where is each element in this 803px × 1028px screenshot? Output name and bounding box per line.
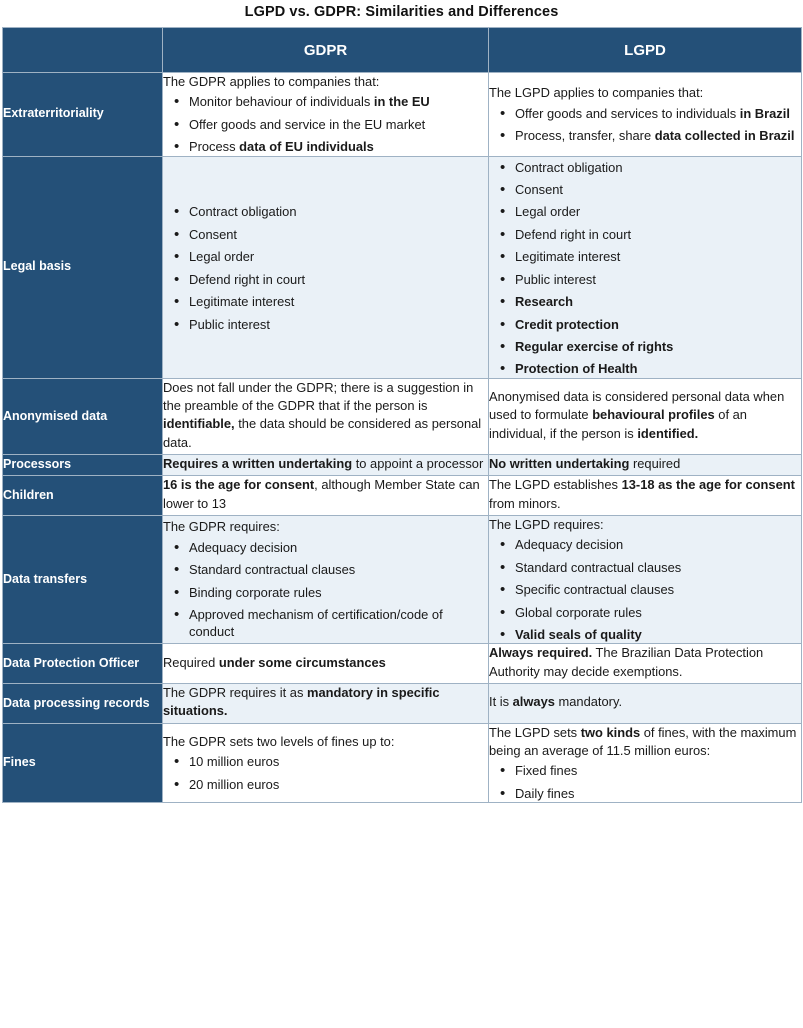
cell-list — [163, 539, 488, 641]
cell-list — [163, 753, 488, 793]
page-title: LGPD vs. GDPR: Similarities and Differences — [244, 4, 559, 20]
list-item: • Credit protection — [515, 316, 801, 333]
cell-lgpd — [489, 156, 802, 378]
list-item: • Contract obligation — [515, 159, 801, 176]
list-item: • Defend right in court — [515, 226, 801, 243]
cell-list — [489, 105, 801, 145]
cell-list — [489, 536, 801, 643]
cell-text: The LGPD requires: — [489, 516, 604, 532]
list-item: • Protection of Health — [515, 360, 801, 377]
cell-lgpd — [489, 684, 802, 724]
list-item: • Regular exercise of rights — [515, 338, 801, 355]
list-item: • 10 million euros — [189, 753, 488, 770]
cell-lgpd — [489, 378, 802, 454]
cell-text: Required under some circumstances — [163, 654, 386, 670]
column-header-blank — [3, 28, 163, 73]
row-label: Children — [3, 476, 163, 516]
row-label: Fines — [3, 723, 163, 802]
row-label: Data processing records — [3, 684, 163, 724]
row-label: Legal basis — [3, 156, 163, 378]
table-row — [3, 515, 802, 643]
cell-text: It is always mandatory. — [489, 694, 623, 710]
row-label: Data transfers — [3, 515, 163, 643]
cell-lgpd — [489, 73, 802, 157]
list-item: • Adequacy decision — [189, 539, 488, 556]
table-header-row — [3, 28, 802, 73]
list-item: • Offer goods and service in the EU market — [189, 116, 488, 133]
cell-text: The GDPR applies to companies that: — [163, 74, 380, 89]
cell-text: The GDPR sets two levels of fines up to: — [163, 733, 395, 749]
list-item: • Legitimate interest — [515, 248, 801, 265]
list-item: • Offer goods and services to individuals in Brazil — [515, 105, 801, 122]
cell-list — [163, 93, 488, 155]
list-item: • Process, transfer, share data collected in Brazil — [515, 127, 801, 144]
cell-list — [489, 159, 801, 378]
table-row — [3, 378, 802, 454]
cell-text: Anonymised data is considered personal data when used to formulate behavioural profiles of an individual, if the person is identified. — [489, 388, 785, 441]
cell-text: The LGPD applies to companies that: — [489, 85, 704, 101]
list-item: • Research — [515, 293, 801, 310]
cell-text: Always required. The Brazilian Data Protection Authority may decide exemptions. — [489, 645, 764, 679]
list-item: • Legal order — [189, 248, 488, 265]
cell-gdpr — [163, 156, 489, 378]
cell-text: The LGPD sets two kinds of fines, with the maximum being an average of 11.5 million euros: — [489, 724, 797, 758]
list-item: • Public interest — [189, 316, 488, 333]
cell-gdpr — [163, 73, 489, 157]
cell-gdpr — [163, 378, 489, 454]
table-row — [3, 644, 802, 684]
list-item: • Contract obligation — [189, 203, 488, 220]
comparison-table — [2, 27, 802, 803]
cell-text: Does not fall under the GDPR; there is a suggestion in the preamble of the GDPR that if the person is identifiable, the data should be considered as personal data. — [163, 379, 482, 450]
table-row — [3, 684, 802, 724]
cell-text: Requires a written undertaking to appoint a processor — [163, 456, 484, 472]
cell-list — [489, 762, 801, 802]
cell-lgpd — [489, 644, 802, 684]
list-item: • Global corporate rules — [515, 604, 801, 621]
cell-lgpd — [489, 455, 802, 476]
list-item: • Defend right in court — [189, 271, 488, 288]
cell-list — [163, 203, 488, 333]
list-item: • Legal order — [515, 203, 801, 220]
cell-lgpd — [489, 515, 802, 643]
row-label: Extraterritoriality — [3, 73, 163, 157]
cell-gdpr — [163, 723, 489, 802]
list-item: • Fixed fines — [515, 762, 801, 779]
list-item: • 20 million euros — [189, 776, 488, 793]
cell-text: The GDPR requires: — [163, 519, 280, 535]
table-body — [3, 73, 802, 803]
list-item: • Approved mechanism of certification/code of conduct — [189, 606, 488, 641]
list-item: • Adequacy decision — [515, 536, 801, 553]
list-item: • Consent — [515, 181, 801, 198]
table-row — [3, 455, 802, 476]
table-row — [3, 476, 802, 516]
cell-gdpr — [163, 455, 489, 476]
list-item: • Process data of EU individuals — [189, 138, 488, 155]
list-item: • Monitor behaviour of individuals in the EU — [189, 93, 488, 110]
cell-text: The GDPR requires it as mandatory in specific situations. — [163, 685, 440, 719]
column-header-lgpd: LGPD — [489, 28, 802, 73]
row-label: Data Protection Officer — [3, 644, 163, 684]
list-item: • Valid seals of quality — [515, 626, 801, 643]
cell-gdpr — [163, 644, 489, 684]
cell-lgpd — [489, 476, 802, 516]
list-item: • Public interest — [515, 271, 801, 288]
document-page — [0, 4, 803, 803]
list-item: • Daily fines — [515, 785, 801, 802]
cell-gdpr — [163, 684, 489, 724]
list-item: • Standard contractual clauses — [189, 561, 488, 578]
table-header — [3, 28, 802, 73]
cell-gdpr — [163, 476, 489, 516]
table-row — [3, 156, 802, 378]
cell-gdpr — [163, 515, 489, 643]
list-item: • Consent — [189, 226, 488, 243]
cell-text: The LGPD establishes 13-18 as the age for consent from minors. — [489, 477, 795, 511]
list-item: • Standard contractual clauses — [515, 559, 801, 576]
column-header-gdpr: GDPR — [163, 28, 489, 73]
cell-lgpd — [489, 723, 802, 802]
list-item: • Legitimate interest — [189, 293, 488, 310]
table-row — [3, 73, 802, 157]
row-label: Processors — [3, 455, 163, 476]
cell-text: No written undertaking required — [489, 456, 681, 472]
cell-text: 16 is the age for consent, although Member State can lower to 13 — [163, 477, 480, 511]
table-row — [3, 723, 802, 802]
list-item: • Binding corporate rules — [189, 584, 488, 601]
list-item: • Specific contractual clauses — [515, 581, 801, 598]
row-label: Anonymised data — [3, 378, 163, 454]
